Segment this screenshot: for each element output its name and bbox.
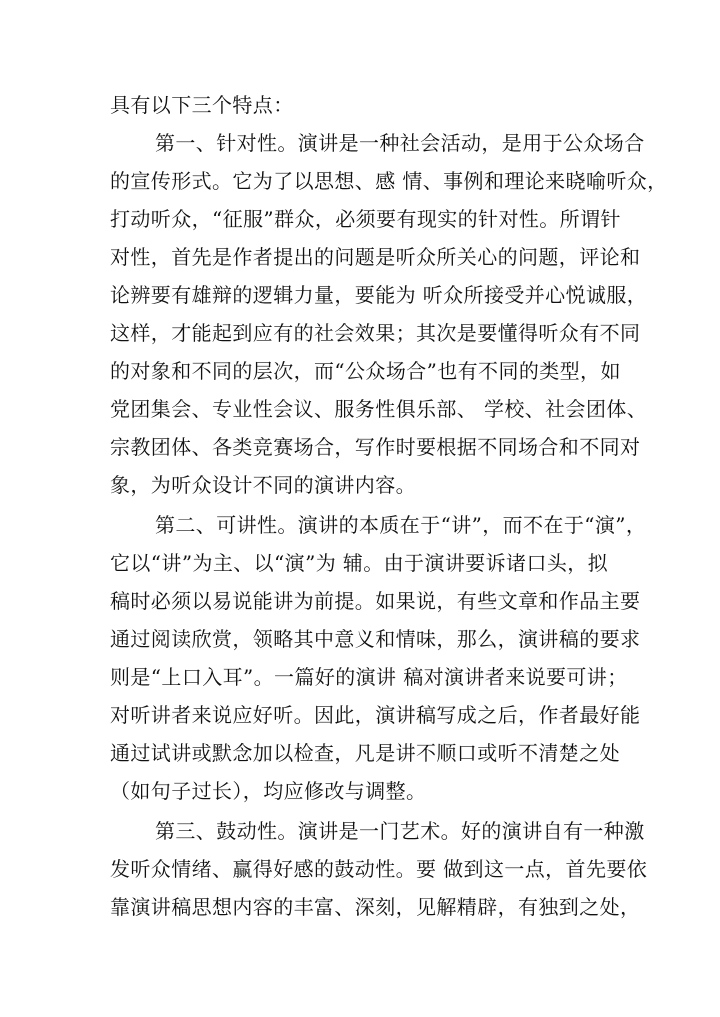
text-line: 打动听众，“征服”群众，必须要有现实的针对性。所谓针 [110,207,621,231]
text-line: 党团集会、专业性会议、服务性俱乐部、 学校、社会团体、 [110,397,648,421]
text-line: 它以“讲”为主、以“演”为 辅。由于演讲要诉诸口头，拟 [110,551,609,575]
paragraph-3-first-line: 第三、鼓动性。演讲是一门艺术。好的演讲自有一种激 [155,819,645,843]
text-line: 通过阅读欣赏，领略其中意义和情味，那么，演讲稿的要求 [110,627,641,651]
text-line: 发听众情绪、赢得好感的鼓动性。要 做到这一点，首先要依 [110,857,648,881]
text-line: 论辨要有雄辩的逻辑力量，要能为 听众所接受并心悦诚服， [110,283,648,307]
text-line: 对听讲者来说应好听。因此，演讲稿写成之后，作者最好能 [110,703,641,727]
text-line: 象，为听众设计不同的演讲内容。 [110,473,416,497]
text-line: 稿时必须以易说能讲为前提。如果说，有些文章和作品主要 [110,589,641,613]
text-line: 的宣传形式。它为了以思想、感 情、事例和理论来晓喻听众， [110,169,668,193]
text-line: （如句子过长），均应修改与调整。 [110,779,427,803]
text-line: 宗教团体、各类竞赛场合，写作时要根据不同场合和不同对 [110,435,641,459]
paragraph-1-first-line: 第一、针对性。演讲是一种社会活动，是用于公众场合 [155,131,645,155]
text-line: 则是“上口入耳”。一篇好的演讲 稿对演讲者来说要可讲； [110,665,628,689]
text-line: 对性，首先是作者提出的问题是听众所关心的问题，评论和 [110,245,641,269]
text-line: 具有以下三个特点： [110,93,294,117]
text-line: 这样，才能起到应有的社会效果；其次是要懂得听众有不同 [110,321,641,345]
text-line: 的对象和不同的层次，而“公众场合”也有不同的类型，如 [110,359,621,383]
paragraph-2-first-line: 第二、可讲性。演讲的本质在于“讲”，而不在于“演”， [155,513,647,537]
text-line: 靠演讲稿思想内容的丰富、深刻，见解精辟，有独到之处， [110,895,641,919]
text-line: 通过试讲或默念加以检查，凡是讲不顺口或听不清楚之处 [110,741,620,765]
